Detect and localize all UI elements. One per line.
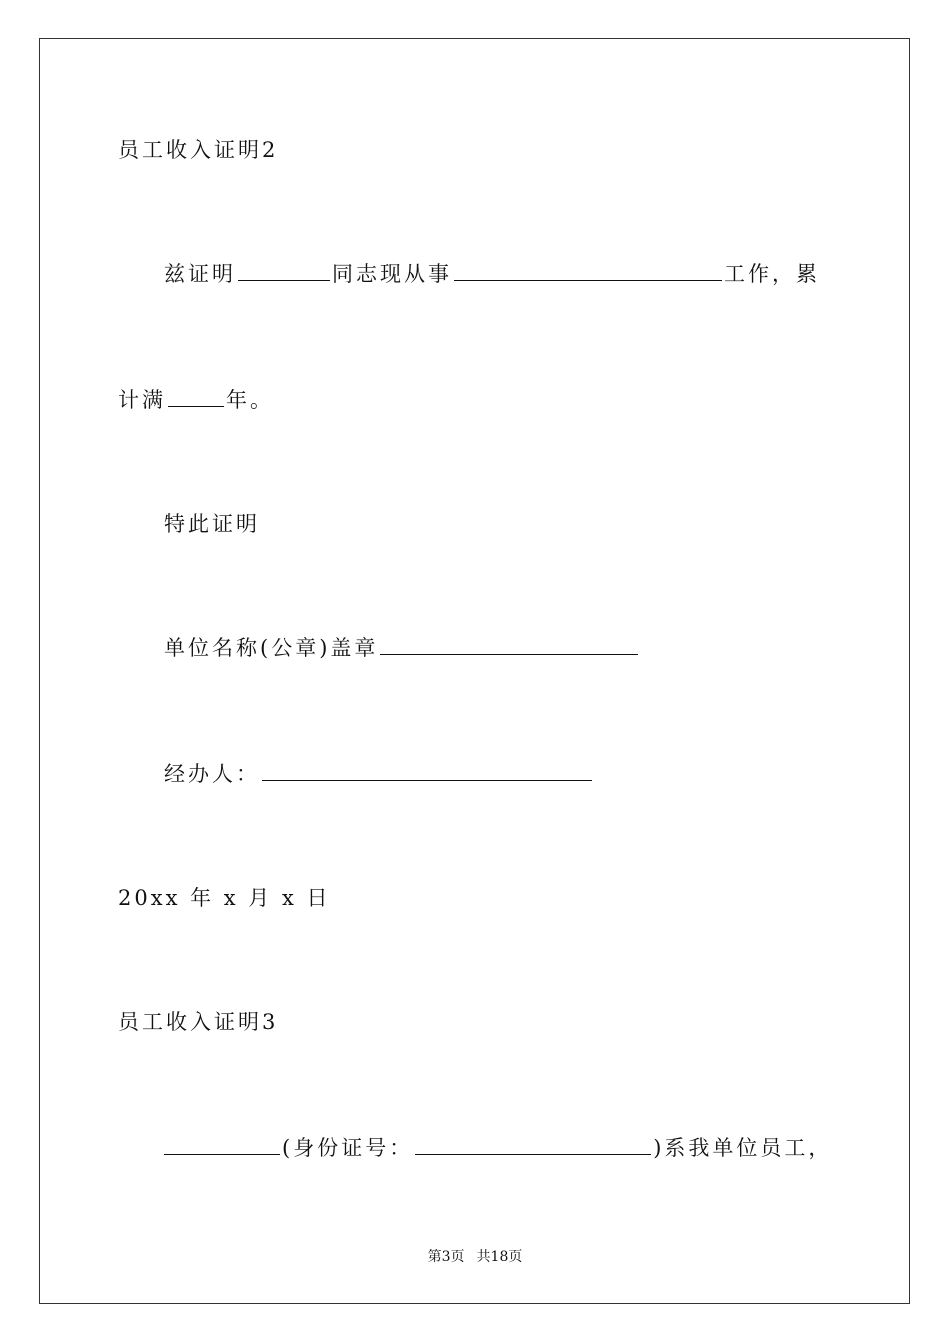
special-certify: 特此证明 bbox=[164, 512, 260, 536]
name-blank[interactable] bbox=[238, 260, 330, 281]
paragraph-certify: 兹证明 同志现从事 工作，累 bbox=[164, 262, 820, 286]
page-total: 共18页 bbox=[476, 1249, 523, 1265]
section-3-title: 员工收入证明3 bbox=[118, 1010, 279, 1034]
org-seal-line: 单位名称(公章)盖章 bbox=[164, 634, 640, 662]
handler-blank[interactable] bbox=[262, 760, 592, 781]
org-seal-blank[interactable] bbox=[380, 634, 638, 655]
years-blank[interactable] bbox=[168, 386, 224, 407]
date-line: 20xx 年 x 月 x 日 bbox=[118, 886, 331, 910]
paragraph-years: 计满 年。 bbox=[118, 388, 274, 412]
job-blank[interactable] bbox=[454, 260, 722, 281]
paragraph-id: (身份证号： )系我单位员工， bbox=[164, 1134, 832, 1162]
section-2-title: 员工收入证明2 bbox=[118, 138, 279, 162]
page-current: 第3页 bbox=[427, 1249, 465, 1265]
handler-line: 经办人： bbox=[164, 760, 594, 788]
page-footer bbox=[0, 1247, 950, 1267]
id-number-blank[interactable] bbox=[415, 1134, 651, 1155]
employee-name-blank[interactable] bbox=[164, 1134, 280, 1155]
page-border bbox=[39, 38, 910, 1304]
